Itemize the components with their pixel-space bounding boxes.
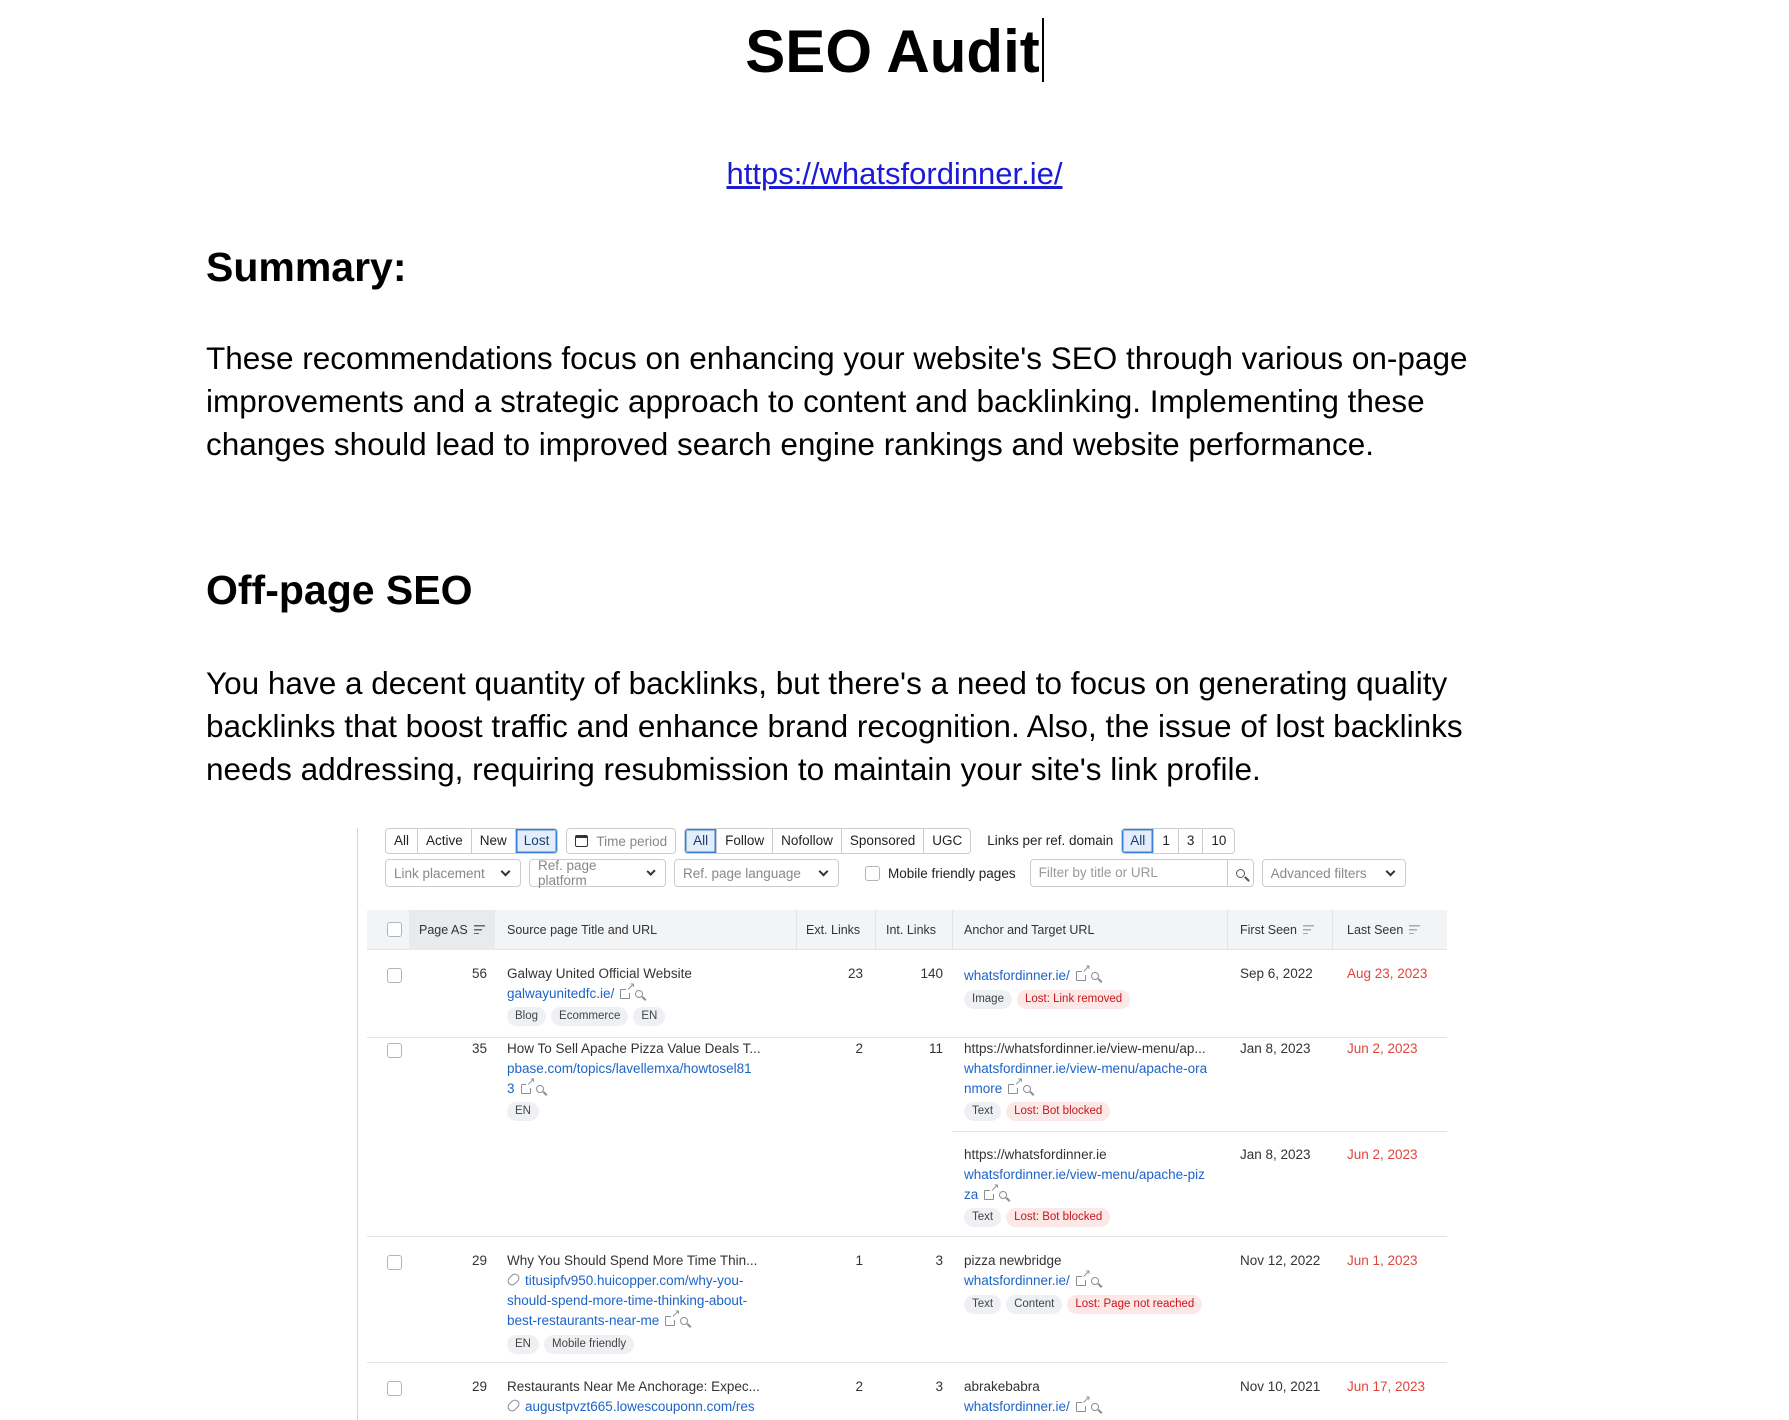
int-links-value: 3 — [935, 1253, 943, 1268]
website-url-link-wrap — [0, 154, 1789, 194]
tag: Content — [1006, 1295, 1062, 1314]
sub-row-divider — [952, 1131, 1447, 1132]
ext-links-value: 1 — [855, 1253, 863, 1268]
target-url[interactable]: whatsfordinner.ie/view-menu/apache-piz — [964, 1167, 1205, 1182]
search-icon[interactable] — [1091, 1277, 1099, 1285]
time-period-label: Time period — [596, 833, 668, 849]
anchor-text: pizza newbridge — [964, 1253, 1062, 1268]
target-url-line — [964, 966, 1099, 986]
filter-search-input[interactable]: Filter by title or URL — [1038, 865, 1158, 880]
summary-paragraph: These recommendations focus on enhancing your website's SEO through various on-page improvements and a strategic approach to content and backlinking. Implementing these changes should lead to improved search engine rankings and website performance. — [206, 340, 1468, 462]
table-row — [367, 1238, 1447, 1363]
lpd-10[interactable]: 10 — [1211, 833, 1227, 848]
filter-bar-1 — [385, 828, 1243, 854]
external-link-icon[interactable] — [1076, 1276, 1086, 1286]
lpd-all[interactable]: All — [1122, 829, 1154, 853]
external-link-icon[interactable] — [1076, 1402, 1086, 1412]
target-url[interactable]: whatsfordinner.ie/ — [964, 1399, 1070, 1414]
source-url[interactable]: pbase.com/topics/lavellemxa/howtosel81 — [507, 1061, 752, 1076]
table-row — [367, 1039, 1447, 1237]
target-url-cont[interactable]: nmore — [964, 1081, 1003, 1096]
row-checkbox[interactable] — [387, 1255, 402, 1270]
anchor-tags — [964, 1206, 1115, 1227]
col-anchor: Anchor and Target URL — [964, 923, 1095, 937]
first-seen-value: Sep 6, 2022 — [1240, 966, 1313, 981]
col-source: Source page Title and URL — [507, 923, 658, 937]
source-url-line — [507, 1397, 755, 1417]
sort-icon — [1409, 925, 1420, 934]
chevron-down-icon — [501, 866, 511, 876]
mobile-friendly-label: Mobile friendly pages — [888, 865, 1016, 881]
document-title[interactable]: SEO Audit — [0, 14, 1789, 90]
source-tags — [507, 1333, 639, 1354]
first-seen-value: Jan 8, 2023 — [1240, 1041, 1311, 1056]
table-row — [367, 1364, 1447, 1420]
ref-page-platform-dropdown[interactable] — [529, 859, 666, 887]
link-type-filter — [684, 828, 971, 854]
col-divider — [1332, 910, 1333, 950]
text-cursor — [1042, 18, 1044, 82]
lpd-3[interactable]: 3 — [1179, 829, 1204, 853]
lpd-1[interactable]: 1 — [1154, 829, 1179, 853]
lost-status-badge: Lost: Bot blocked — [1006, 1208, 1110, 1227]
status-lost[interactable]: Lost — [516, 829, 558, 853]
tag: EN — [507, 1335, 539, 1354]
col-first-seen[interactable] — [1240, 910, 1314, 950]
anchor-text: https://whatsfordinner.ie/view-menu/ap... — [964, 1041, 1206, 1056]
ref-page-language-dropdown[interactable] — [674, 859, 839, 887]
external-link-icon[interactable] — [984, 1190, 994, 1200]
source-url[interactable]: augustpvzt665.lowescouponn.com/res — [525, 1399, 755, 1414]
ref-page-platform-label: Ref. page platform — [538, 858, 597, 888]
col-page-as-label: Page AS — [419, 923, 468, 937]
link-type-sponsored[interactable]: Sponsored — [842, 829, 924, 853]
select-all-checkbox[interactable] — [387, 922, 402, 937]
target-url-cont[interactable]: za — [964, 1187, 979, 1202]
mobile-friendly-toggle[interactable] — [865, 866, 1016, 881]
advanced-filters-label: Advanced filters — [1270, 865, 1367, 881]
col-first-seen-label: First Seen — [1240, 923, 1297, 937]
col-divider — [875, 910, 876, 950]
source-url-cont[interactable]: should-spend-more-time-thinking-about- — [507, 1293, 748, 1308]
table-header — [367, 910, 1447, 950]
target-url-line — [964, 1079, 1031, 1099]
anchor-tags — [964, 1293, 1207, 1314]
page-as-value: 29 — [471, 1253, 487, 1268]
tag: Mobile friendly — [544, 1335, 634, 1354]
ext-links-value: 2 — [855, 1041, 863, 1056]
status-new[interactable]: New — [472, 829, 516, 853]
calendar-icon — [575, 835, 588, 847]
link-type-ugc[interactable]: UGC — [932, 833, 963, 848]
summary-heading: Summary: — [206, 244, 407, 290]
last-seen-value: Jun 2, 2023 — [1347, 1041, 1418, 1056]
links-per-domain-label: Links per ref. domain — [987, 833, 1114, 848]
row-divider — [367, 1362, 1447, 1363]
sort-icon — [474, 925, 485, 934]
source-url-cont[interactable]: 3 — [507, 1081, 515, 1096]
last-seen-value: Aug 23, 2023 — [1347, 966, 1428, 981]
int-links-value: 140 — [920, 966, 943, 981]
search-icon[interactable] — [999, 1191, 1007, 1199]
status-active[interactable]: Active — [418, 829, 472, 853]
col-int-links: Int. Links — [886, 923, 937, 937]
anchor-text: abrakebabra — [964, 1379, 1040, 1394]
chevron-down-icon — [646, 866, 656, 876]
tag: Text — [964, 1208, 1001, 1227]
source-tags — [507, 1100, 544, 1121]
tag: Text — [964, 1102, 1001, 1121]
source-tags — [507, 1005, 670, 1026]
source-url-line — [507, 1079, 544, 1099]
tag: EN — [633, 1007, 665, 1026]
screenshot-left-border — [357, 828, 358, 1420]
status-filter — [385, 828, 558, 854]
tag: Text — [964, 1295, 1001, 1314]
source-title: Galway United Official Website — [507, 966, 692, 981]
page-as-value: 35 — [471, 1041, 487, 1056]
search-icon[interactable] — [635, 990, 643, 998]
row-checkbox[interactable] — [387, 1043, 402, 1058]
link-icon — [506, 1398, 522, 1414]
search-icon — [1236, 869, 1245, 878]
chevron-down-icon — [1385, 866, 1395, 876]
col-divider — [1227, 910, 1228, 950]
source-url-line — [507, 1311, 688, 1331]
page-as-value: 29 — [471, 1379, 487, 1394]
last-seen-value: Jun 2, 2023 — [1347, 1147, 1418, 1162]
link-type-follow[interactable]: Follow — [717, 829, 773, 853]
ref-page-language-label: Ref. page language — [683, 865, 801, 881]
row-divider — [367, 1037, 1447, 1038]
int-links-value: 11 — [928, 1041, 943, 1056]
last-seen-value: Jun 17, 2023 — [1347, 1379, 1426, 1394]
col-ext-links: Ext. Links — [806, 923, 861, 937]
tag: Image — [964, 990, 1012, 1009]
target-url[interactable]: whatsfordinner.ie/view-menu/apache-ora — [964, 1061, 1208, 1076]
source-title: Why You Should Spend More Time Thin... — [507, 1253, 758, 1268]
target-url-line — [964, 1397, 1099, 1417]
source-title: How To Sell Apache Pizza Value Deals T... — [507, 1041, 761, 1056]
external-link-icon[interactable] — [1008, 1084, 1018, 1094]
offpage-heading: Off-page SEO — [206, 567, 473, 613]
target-url[interactable]: whatsfordinner.ie/ — [964, 1273, 1070, 1288]
row-divider — [367, 1236, 1447, 1237]
col-page-as[interactable] — [409, 910, 495, 950]
source-url[interactable]: titusipfv950.huicopper.com/why-you- — [525, 1273, 744, 1288]
external-link-icon[interactable] — [665, 1316, 675, 1326]
source-url-line — [507, 984, 643, 1004]
ext-links-value: 23 — [847, 966, 863, 981]
search-icon[interactable] — [1091, 1403, 1099, 1411]
time-period-button[interactable] — [566, 828, 676, 854]
backlinks-screenshot — [357, 828, 1447, 1420]
link-placement-label: Link placement — [394, 865, 485, 881]
source-url[interactable]: galwayunitedfc.ie/ — [507, 986, 615, 1001]
offpage-paragraph: You have a decent quantity of backlinks, but there's a need to focus on generating quality backlinks that boost traffic and enhance brand recognition. Also, the issue of lost backlinks needs addressing, requiring resubmission to maintain your site's link profile. — [206, 665, 1463, 787]
first-seen-value: Nov 10, 2021 — [1240, 1379, 1321, 1394]
row-checkbox[interactable] — [387, 1381, 402, 1396]
external-link-icon[interactable] — [1076, 971, 1086, 981]
int-links-value: 3 — [935, 1379, 943, 1394]
anchor-tags — [964, 988, 1135, 1009]
source-title: Restaurants Near Me Anchorage: Expec... — [507, 1379, 760, 1394]
source-url-cont[interactable]: best-restaurants-near-me — [507, 1313, 660, 1328]
anchor-text: https://whatsfordinner.ie — [964, 1147, 1107, 1162]
tag: EN — [507, 1102, 539, 1121]
row-checkbox[interactable] — [387, 968, 402, 983]
search-icon[interactable] — [680, 1317, 688, 1325]
col-divider — [952, 910, 953, 950]
lost-status-badge: Lost: Bot blocked — [1006, 1102, 1110, 1121]
search-icon[interactable] — [1023, 1085, 1031, 1093]
sort-icon — [1303, 925, 1314, 934]
links-per-domain-filter — [1121, 828, 1235, 854]
filter-bar-2 — [385, 859, 1414, 887]
mobile-friendly-checkbox[interactable] — [865, 866, 880, 881]
link-type-all[interactable]: All — [685, 829, 717, 853]
tag: Blog — [507, 1007, 546, 1026]
link-placement-dropdown[interactable] — [385, 859, 521, 887]
last-seen-value: Jun 1, 2023 — [1347, 1253, 1418, 1268]
source-url-line — [507, 1271, 743, 1291]
ext-links-value: 2 — [855, 1379, 863, 1394]
table-row — [367, 951, 1447, 1038]
filter-search — [1030, 859, 1254, 887]
col-divider — [796, 910, 797, 950]
first-seen-value: Nov 12, 2022 — [1240, 1253, 1321, 1268]
link-type-nofollow[interactable]: Nofollow — [773, 829, 842, 853]
lost-status-badge: Lost: Link removed — [1017, 990, 1130, 1009]
status-all[interactable]: All — [386, 829, 418, 853]
website-url-link[interactable]: https://whatsfordinner.ie/ — [726, 156, 1063, 191]
target-url-line — [964, 1185, 1007, 1205]
lost-status-badge: Lost: Page not reached — [1067, 1295, 1202, 1314]
link-icon — [506, 1272, 522, 1288]
target-url[interactable]: whatsfordinner.ie/ — [964, 968, 1070, 983]
first-seen-value: Jan 8, 2023 — [1240, 1147, 1311, 1162]
tag: Ecommerce — [551, 1007, 628, 1026]
advanced-filters-dropdown[interactable] — [1262, 859, 1406, 887]
search-icon[interactable] — [1091, 972, 1099, 980]
col-last-seen[interactable] — [1347, 910, 1420, 950]
anchor-tags — [964, 1100, 1115, 1121]
col-last-seen-label: Last Seen — [1347, 923, 1404, 937]
page-as-value: 56 — [471, 966, 487, 981]
chevron-down-icon — [819, 866, 829, 876]
target-url-line — [964, 1271, 1099, 1291]
external-link-icon[interactable] — [521, 1084, 531, 1094]
external-link-icon[interactable] — [620, 989, 630, 999]
filter-search-button[interactable] — [1227, 860, 1253, 886]
search-icon[interactable] — [536, 1085, 544, 1093]
